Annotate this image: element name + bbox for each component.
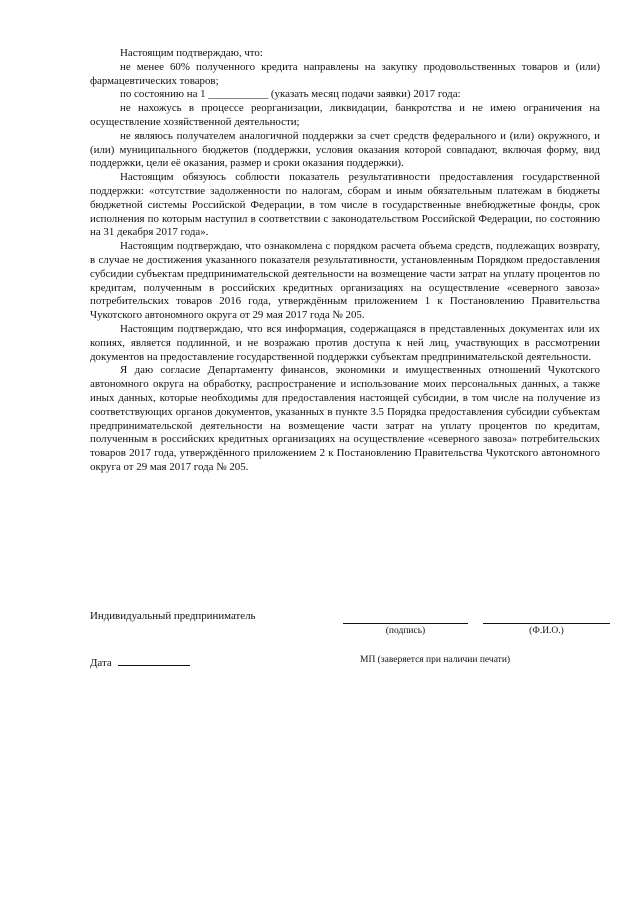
date-line — [118, 655, 190, 666]
signature-block — [90, 608, 610, 648]
paragraph: Я даю согласие Департаменту финансов, экономики и имущественных отношений Чукотского автономного округа на обработку, распространение и использование моих персональных данных, а также иных данных, которые необходимы для предоставления настоящей субсидии, в том числе на получение из соответствующих органов документов, указанных в пункте 3.5 Порядка предоставления субсидии субъектам предпринимательской деятельности на возмещение части затрат на уплату процентов по кредитам, полученным в российских кредитных организациях на осуществление «северного завоза» потребительских товаров 2017 года, утверждённого приложением 2 к Постановлению Правительства Чукотского автономного округа от 29 мая 2017 года № 205. — [90, 364, 600, 473]
paragraph: Настоящим подтверждаю, что: — [120, 47, 263, 59]
paragraph: не нахожусь в процессе реорганизации, ликвидации, банкротства и не имею ограничения на осуществление хозяйственной деятельности; — [90, 102, 600, 128]
name-caption: (Ф.И.О.) — [529, 626, 564, 636]
stamp-note: МП (заверяется при наличии печати) — [360, 655, 511, 665]
date-field — [90, 655, 190, 669]
paragraph: Настоящим обязуюсь соблюсти показатель результативности предоставления государственной поддержки: «отсутствие задолженности по налогам, сборам и иным обязательным платежам в бюджеты бюджетной системы Российской Федерации, в том числе в государственные внебюджетные фонды, срок исполнения по которым наступил в соответствии с законодательством Российской Федерации, по состоянию на 31 декабря 2017 года». — [90, 171, 600, 239]
signature-line — [343, 623, 468, 624]
paragraph: не менее 60% полученного кредита направлены на закупку продовольственных товаров и (или) фармацевтических товаров; — [90, 60, 600, 87]
paragraph: Настоящим подтверждаю, что ознакомлена с порядком расчета объема средств, подлежащих возврату, в случае не достижения указанного показателя результативности, установленным Порядком предоставления субсидии субъектам предпринимательской деятельности на возмещение части затрат на уплату процентов по кредитам, полученным в российских кредитных организациях на осуществление «северного завоза» потребительских товаров 2016 года, утверждённым приложением 1 к Постановлению Правительства Чукотского автономного округа от 29 мая 2017 года № 205. — [90, 240, 600, 322]
paragraph: Настоящим подтверждаю, что вся информация, содержащаяся в представленных документах или их копиях, является подлинной, и не возражаю против доступа к ней лиц, участвующих в рассмотрении документов на предоставление государственной поддержки субъектам предпринимательской деятельности. — [90, 322, 600, 363]
paragraph: по состоянию на 1 ___________ (указать месяц подачи заявки) 2017 года: — [120, 88, 461, 101]
name-line — [483, 623, 610, 624]
date-label: Дата — [90, 657, 112, 669]
declaration-text — [90, 47, 600, 475]
paragraph: не являюсь получателем аналогичной поддержки за счет средств федерального и (или) окружного, и (или) муниципального бюджетов (поддержки, условия оказания которой совпадают, включая форму, вид поддержки, цели её оказания, размер и сроки оказания поддержки). — [90, 129, 600, 170]
signer-label: Индивидуальный предприниматель — [90, 610, 256, 622]
signature-caption: (подпись) — [385, 626, 426, 636]
